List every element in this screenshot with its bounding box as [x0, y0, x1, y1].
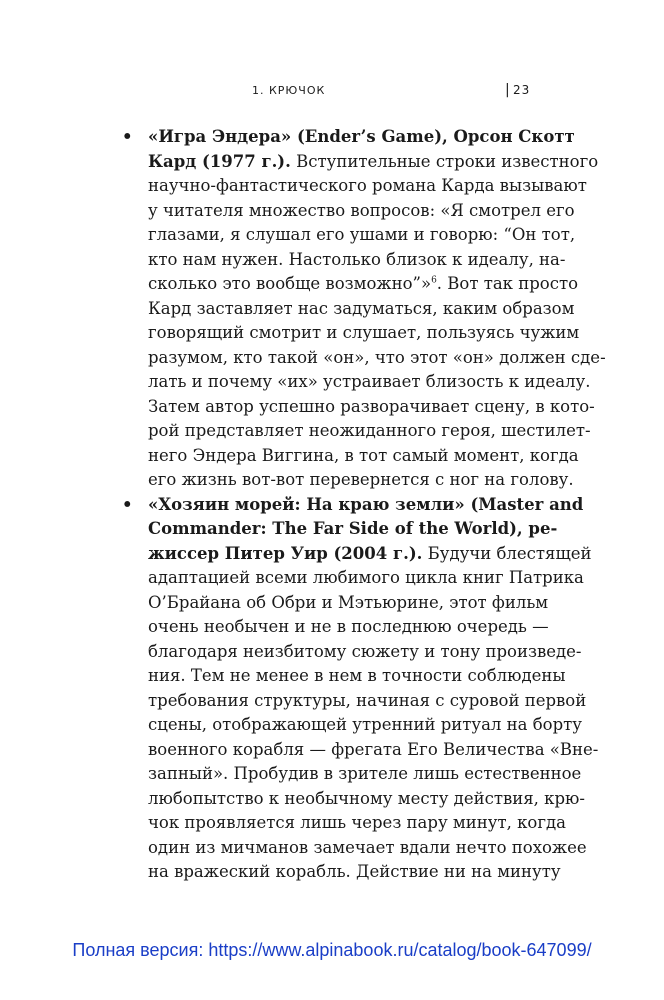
text-line [148, 713, 582, 738]
text-line [148, 370, 591, 395]
text-line [148, 640, 582, 665]
body-text: военного корабля — фрегата Его Величества «Вне- [148, 739, 599, 759]
body-text: . Вот так просто [436, 274, 579, 293]
body-text: Вступительные строки известного [290, 151, 599, 171]
text-line [148, 493, 584, 518]
list-item [118, 493, 599, 885]
body-text: говорящий смотрит и слушает, пользуясь чужим [148, 323, 580, 342]
text-line [148, 468, 574, 493]
text-line [148, 321, 580, 346]
body-text: очень необычен и не в последнюю очередь — [148, 617, 549, 636]
text-line [148, 836, 587, 861]
body-text: рой представляет неожиданного героя, шестилет- [148, 421, 591, 440]
list-item [118, 125, 606, 493]
bold-title: «Хозяин морей: На краю земли» (Master and [148, 494, 584, 514]
body-text: на вражеский корабль. Действие ни на минуту [148, 862, 561, 881]
header-separator: | [505, 82, 511, 98]
text-line [148, 689, 587, 714]
full-version-link[interactable]: Полная версия: https://www.alpinabook.ru/catalog/book-647099/ [72, 940, 592, 960]
body-text: научно-фантастического романа Карда вызывают [148, 176, 587, 195]
text-line [148, 395, 595, 420]
body-text: Затем автор успешно разворачивает сцену, в кото- [148, 396, 595, 416]
body-text: чок проявляется лишь через пару минут, когда [148, 813, 566, 832]
body-text: у читателя множество вопросов: «Я смотрел его [148, 200, 575, 220]
body-text: его жизнь вот-вот перевернется с ног на голову. [148, 470, 574, 489]
text-line [148, 811, 566, 836]
footnote-ref: 6 [431, 275, 437, 286]
text-line [148, 125, 575, 150]
text-line [148, 787, 585, 812]
bold-title: «Игра Эндера» (Ender’s Game), Орсон Скотт [148, 127, 575, 146]
body-text: благодаря неизбитому сюжету и тону произведе- [148, 641, 582, 661]
body-text: один из мичманов замечает вдали нечто похожее [148, 837, 587, 857]
text-line [148, 738, 599, 763]
text-line [148, 297, 575, 322]
body-text: него Эндера Виггина, в тот самый момент, когда [148, 445, 579, 465]
page-body [118, 125, 606, 885]
body-text: требования структуры, начиная с суровой первой [148, 690, 587, 710]
bold-title: Commander: The Far Side of the World), ре- [148, 519, 558, 538]
body-text: сколько это вообще возможно”» [148, 274, 432, 293]
text-line [148, 272, 579, 297]
text-line [148, 591, 549, 616]
chapter-title: 1. КРЮЧОК [252, 84, 326, 97]
body-text: ния. Тем не менее в нем в точности соблюдены [148, 666, 566, 685]
text-line [148, 762, 582, 787]
body-text: запный». Пробудив в зрителе лишь естественное [148, 764, 582, 783]
text-line [148, 150, 599, 175]
bold-title: Кард (1977 г.). [148, 151, 291, 171]
text-line [148, 199, 575, 224]
text-line [148, 444, 579, 469]
text-line [148, 223, 576, 248]
body-text: лать и почему «их» устраивает близость к идеалу. [148, 372, 591, 391]
body-text: Будучи блестящей [422, 543, 592, 563]
running-head [0, 82, 664, 102]
body-text: глазами, я слушал его ушами и говорю: “Он тот, [148, 225, 576, 244]
page-number: 23 [513, 83, 531, 97]
text-line [148, 517, 558, 542]
bold-title: жиссер Питер Уир (2004 г.). [148, 543, 423, 563]
body-text: адаптацией всеми любимого цикла книг Патрика [148, 568, 584, 587]
text-line [148, 542, 592, 567]
text-line [148, 860, 561, 885]
text-line [148, 346, 606, 371]
text-line [148, 248, 566, 273]
text-line [148, 664, 566, 689]
body-text: Кард заставляет нас задуматься, каким образом [148, 298, 575, 318]
body-text: кто нам нужен. Настолько близок к идеалу, на- [148, 249, 566, 269]
bullet-icon: • [122, 494, 133, 514]
body-text: сцены, отображающей утренний ритуал на борту [148, 715, 582, 734]
text-line [148, 174, 587, 199]
body-text: О’Брайана об Обри и Мэтьюрине, этот фильм [148, 592, 549, 612]
body-text: разумом, кто такой «он», что этот «он» должен сде- [148, 347, 606, 367]
text-line [148, 615, 549, 640]
bullet-icon: • [122, 127, 133, 146]
text-line [148, 566, 584, 591]
body-text: любопытство к необычному месту действия, крю- [148, 788, 585, 808]
text-line [148, 419, 591, 444]
